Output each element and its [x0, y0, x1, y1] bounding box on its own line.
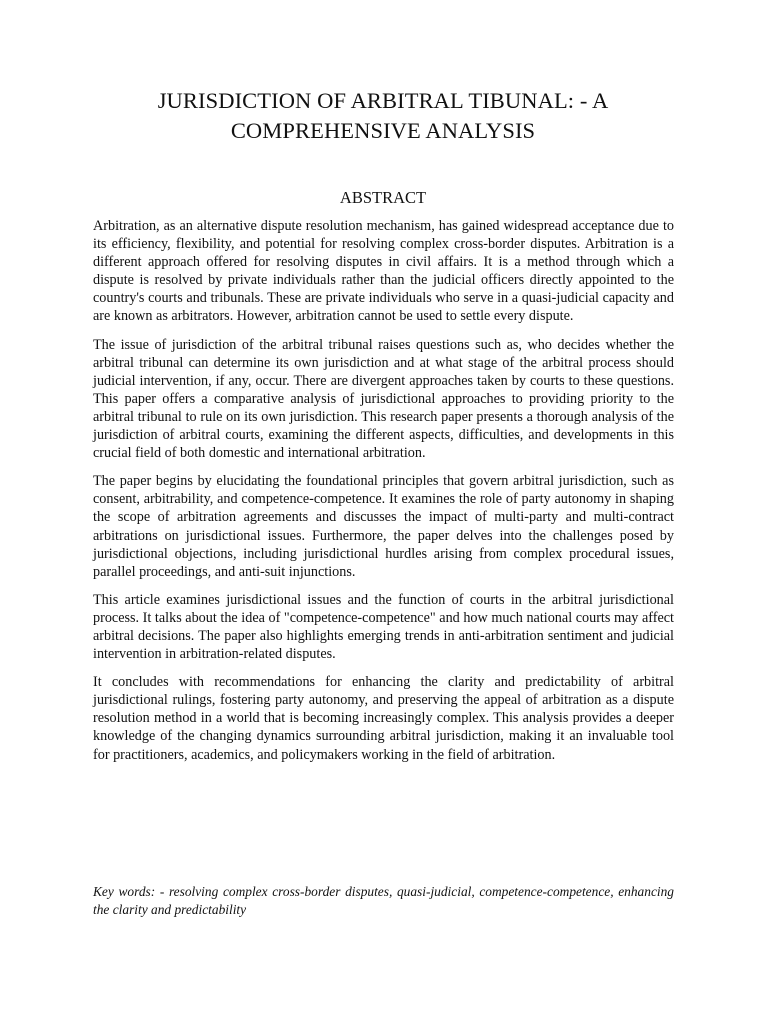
abstract-paragraph-2: The issue of jurisdiction of the arbitral tribunal raises questions such as, who decides whether the arbitral tribunal can determine its own jurisdiction and at what stage of the arbitral process should judicial intervention, if any, occur. There are divergent approaches taken by courts to these questions. This paper offers a comparative analysis of jurisdictional approaches to providing priority to the arbitral tribunal to rule on its own jurisdiction. This research paper presents a thorough analysis of the jurisdiction of arbitral courts, examining the different aspects, difficulties, and developments in this crucial field of both domestic and international arbitration. — [93, 336, 674, 462]
keywords: Key words: - resolving complex cross-border disputes, quasi-judicial, competence-competence, enhancing the clarity and predictability — [93, 884, 674, 917]
abstract-heading: ABSTRACT — [339, 188, 427, 207]
title-line-1: JURISDICTION OF ARBITRAL TIBUNAL: - A — [157, 88, 609, 113]
abstract-body — [93, 217, 674, 774]
title-line-2: COMPREHENSIVE ANALYSIS — [230, 118, 536, 143]
abstract-paragraph-4: This article examines jurisdictional issues and the function of courts in the arbitral jurisdictional process. It talks about the idea of "competence-competence" and how much national courts may affect arbitral decisions. The paper also highlights emerging trends in anti-arbitration sentiment and judicial intervention in arbitration-related disputes. — [93, 591, 674, 663]
abstract-paragraph-3: The paper begins by elucidating the foundational principles that govern arbitral jurisdiction, such as consent, arbitrability, and competence-competence. It examines the role of party autonomy in shaping the scope of arbitration agreements and discusses the impact of multi-party and multi-contract arbitrations on jurisdictional issues. Furthermore, the paper delves into the challenges posed by jurisdictional objections, including jurisdictional hurdles arising from complex procedural issues, parallel proceedings, and anti-suit injunctions. — [93, 473, 674, 580]
page-title — [93, 86, 673, 146]
abstract-paragraph-1: Arbitration, as an alternative dispute resolution mechanism, has gained widespread acceptance due to its efficiency, flexibility, and potential for resolving complex cross-border disputes. Arbitration is a different approach offered for resolving disputes in civil affairs. It is a method through which a dispute is resolved by private individuals rather than the judicial officers directly appointed to the country's courts and tribunals. These are private individuals who serve in a quasi-judicial capacity and are known as arbitrators. However, arbitration cannot be used to settle every dispute. — [93, 218, 674, 325]
abstract-paragraph-5: It concludes with recommendations for enhancing the clarity and predictability of arbitral jurisdictional rulings, fostering party autonomy, and preserving the appeal of arbitration as a dispute resolution method in a world that is becoming increasingly complex. This analysis provides a deeper knowledge of the changing dynamics surrounding arbitral jurisdiction, making it an invaluable tool for practitioners, academics, and policymakers working in the field of arbitration. — [93, 674, 674, 763]
